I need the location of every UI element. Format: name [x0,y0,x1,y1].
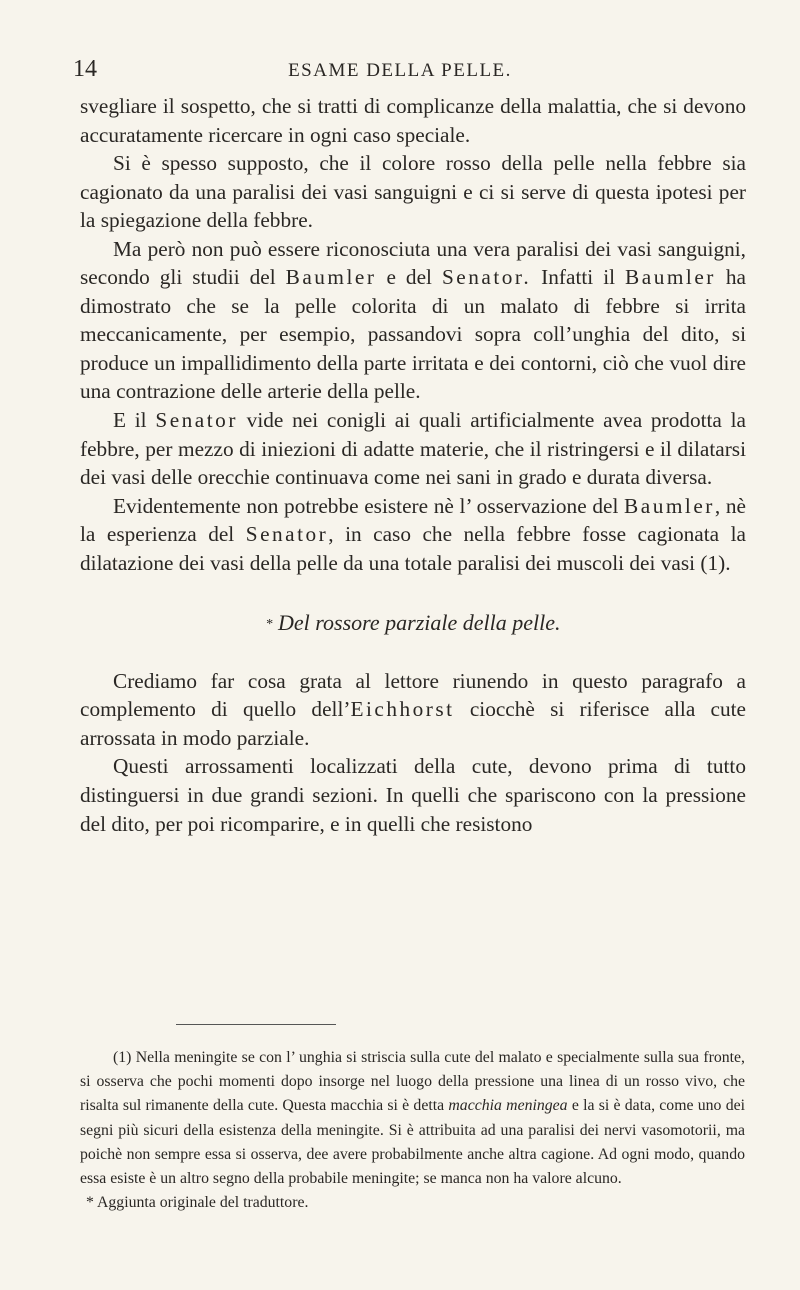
paragraph-3 [80,235,746,406]
p3-text-1: Ma però non può essere riconosciuta una vera paralisi dei vasi sanguigni, secondo gli studii del [80,236,746,290]
author-name-baumler: Baumler [625,265,716,290]
p4-text-2: vide nei conigli ai quali artificialmente avea prodotta la febbre, per mezzo di iniezioni di adatte materie, che il ristringersi e il dilatarsi dei vasi delle orecchie continuava come nei sani in grado e durata diversa. [80,408,746,490]
p3-text-2: e del [376,265,442,290]
paragraph-2: Si è spesso supposto, che il colore rosso della pelle nella febbre sia cagionato da una paralisi dei vasi sanguigni e ci si serve di questa ipotesi per la spiegazione della febbre. [80,151,746,233]
author-name-senator: Senator. [441,265,532,290]
footnote-1 [80,1046,745,1191]
body-text [80,92,746,838]
p6-text-1: Crediamo far cosa grata al lettore riunendo in questo paragrafo a complemento di quello dell’ [80,668,746,722]
author-name-baumler: Baumler [285,265,377,290]
translator-note-text: Aggiunta originale del traduttore. [96,1194,309,1212]
author-name-baumler: Baumler [624,493,715,518]
p5-text-1: Evidentemente non potrebbe esistere nè l’ osservazione del [113,493,625,518]
footnote-divider [176,1024,336,1025]
p5-text-3: , in caso che nella febbre fosse cagionata la dilatazione dei vasi della pelle da una totale paralisi dei muscoli dei vasi (1). [80,522,746,575]
footnotes [80,1046,745,1215]
section-heading [80,609,746,640]
author-name-senator: Senator [155,408,238,433]
p4-text-1: E il [113,408,156,433]
p3-text-3: Infatti il [531,265,626,290]
footnote-1-text-2: e la si è data, come uno dei segni più sicuri della esistenza della meningite. Si è attribuita ad una paralisi dei nervi vasomotorii, ma poichè non sempre essa si osserva, dee avere probabilmente anche altra cagione. Ad ogni modo, quando essa esiste è un altro segno della probabile meningite; se manca non ha valore alcuno. [80,1097,746,1188]
asterisk-mark: * [86,1194,94,1212]
footnote-term: macchia meningea [448,1097,568,1115]
running-head: ESAME DELLA PELLE. [288,60,512,81]
p6-text-2: ciocchè si riferisce alla cute arrossata in modo parziale. [80,697,746,750]
translator-note [80,1191,745,1215]
paragraph-1: svegliare il sospetto, che si tratti di complicanze della malattia, che si devono accuratamente ricercare in ogni caso speciale. [80,94,746,147]
page-number: 14 [73,56,97,82]
section-title: Del rossore parziale della pelle. [278,610,561,636]
paragraph-5 [80,492,746,578]
asterisk-mark: * [265,617,273,633]
footnote-1-text-1: (1) Nella meningite se con l’ unghia si striscia sulla cute del malato e specialmente sulla sua fronte, si osserva che pochi momenti dopo insorge nel luogo della pressione una linea di un rosso vivo, che risalta sul rimanente della cute. Questa macchia si è detta [80,1049,745,1115]
author-name-eichhorst: Eichhorst [350,697,455,722]
paragraph-7: Questi arrossamenti localizzati della cute, devono prima di tutto distinguersi in due grandi sezioni. In quelli che spariscono con la pressione del dito, per poi ricomparire, e in quelli che resistono [80,754,746,836]
paragraph-4 [80,406,746,492]
p3-text-4: ha dimostrato che se la pelle colorita di un malato di febbre si irrita meccanicamente, per esempio, passandovi sopra coll’unghia del dito, si produce un impallidimento della parte irritata e dei contorni, ciò che vuol dire una contrazione delle arterie della pelle. [80,265,746,404]
p5-text-2: , nè la esperienza del [80,493,746,547]
author-name-senator: Senator [245,522,329,547]
paragraph-6 [80,667,746,753]
